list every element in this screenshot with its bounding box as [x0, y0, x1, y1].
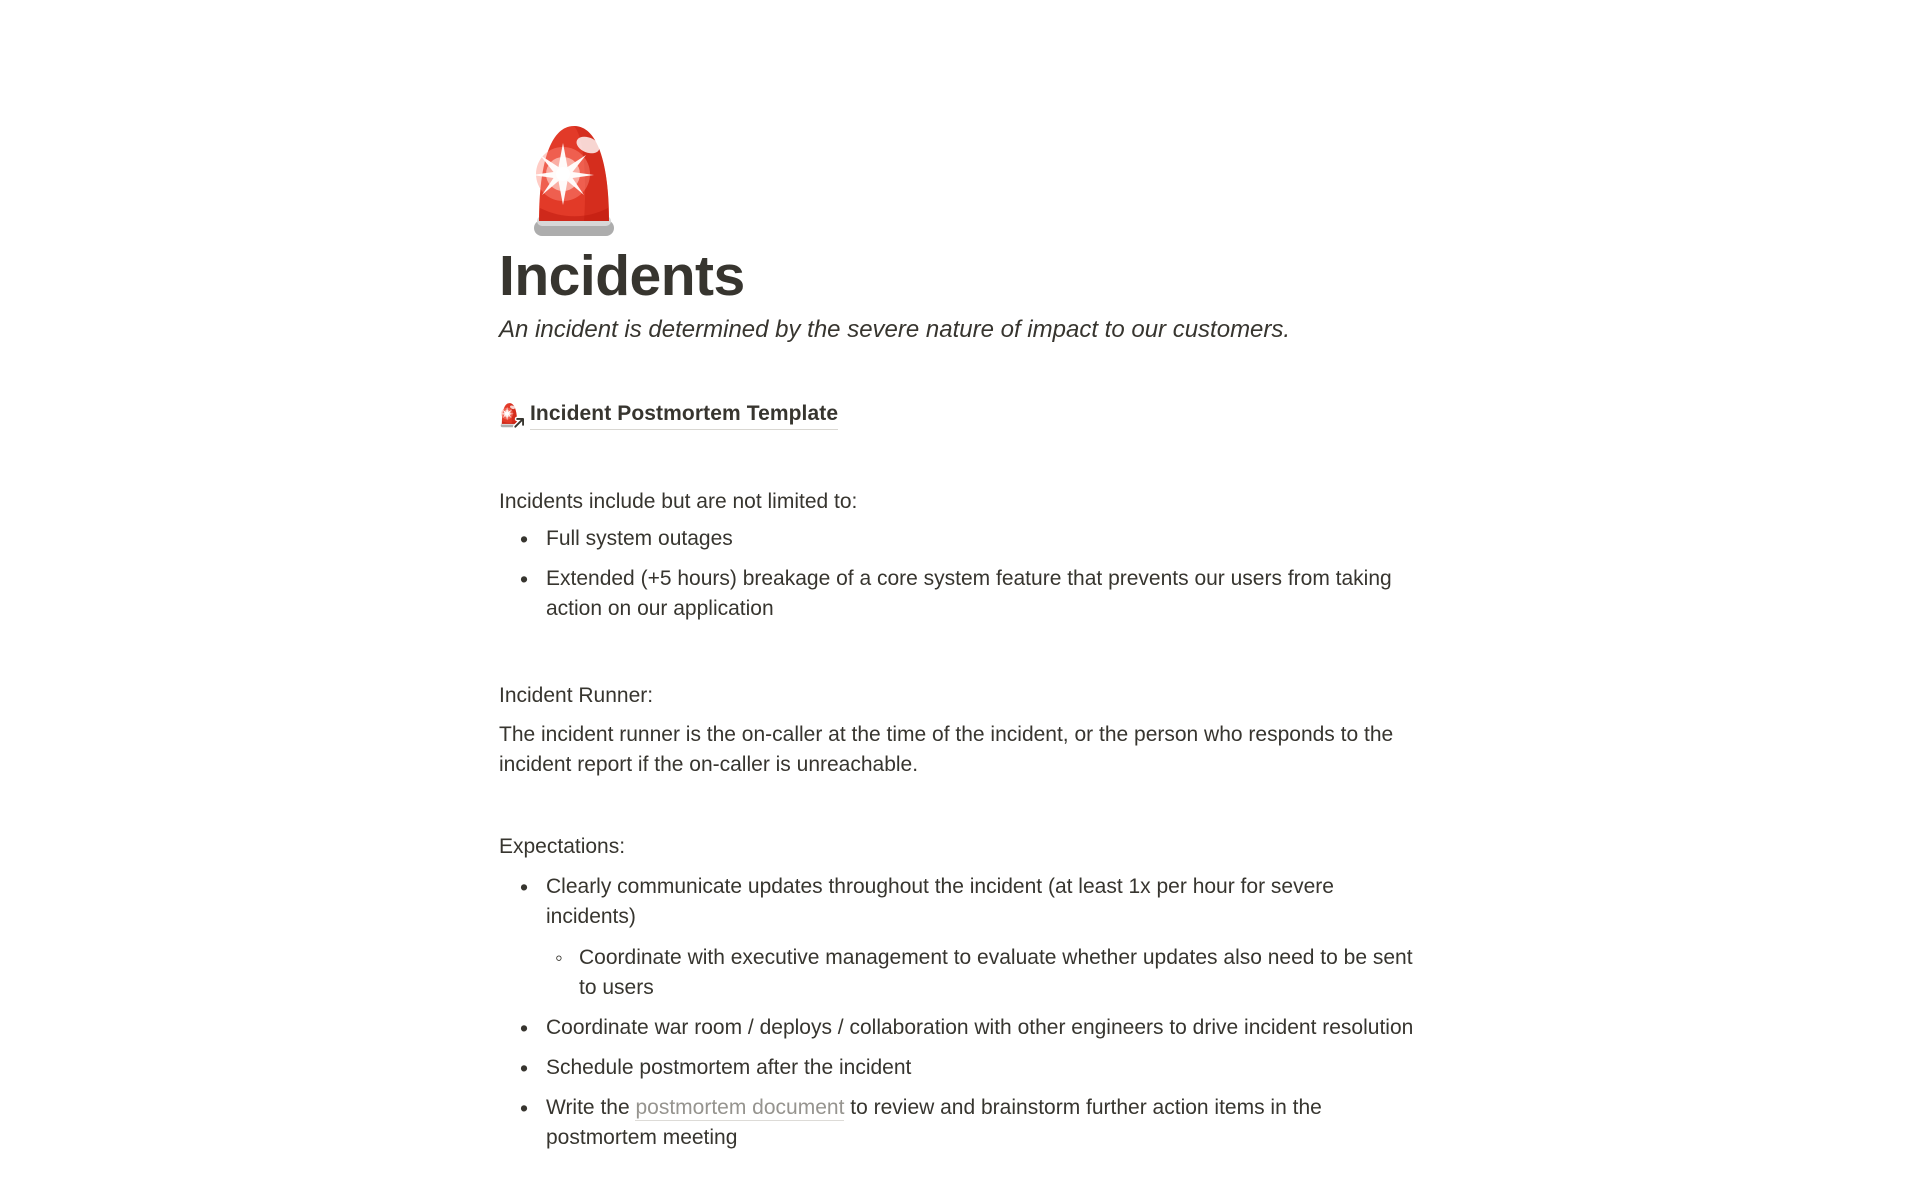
- list-item: • Extended (+5 hours) breakage of a core system feature that prevents our users from taking action on our application: [499, 564, 1421, 624]
- template-link-row: [499, 399, 1421, 430]
- rotating-light-siren-icon[interactable]: [526, 117, 622, 239]
- nested-list: [546, 943, 1421, 1003]
- intro-lead: Incidents include but are not limited to:: [499, 490, 858, 513]
- incident-runner-body: The incident runner is the on-caller at the time of the incident, or the person who responds to the incident report if the on-caller is unreachable.: [499, 723, 1394, 776]
- template-link-label: Incident Postmortem Template: [530, 399, 838, 430]
- list-item: • Write the postmortem document to review and brainstorm further action items in the postmortem meeting: [499, 1093, 1421, 1153]
- incident-postmortem-template-link[interactable]: [499, 399, 838, 430]
- linked-page-icon: [499, 401, 521, 428]
- nested-list-item: ◦ Coordinate with executive management to evaluate whether updates also need to be sent to users: [546, 943, 1421, 1003]
- expectations-heading: Expectations:: [499, 835, 626, 858]
- page-subtitle: An incident is determined by the severe nature of impact to our customers.: [499, 316, 1291, 343]
- list-item: • Schedule postmortem after the incident: [499, 1053, 1421, 1083]
- incident-types-list: [499, 524, 1421, 624]
- page-title: Incidents: [499, 244, 745, 308]
- list-item: • Clearly communicate updates throughout the incident (at least 1x per hour for severe incidents) ◦ Coordinate with executive management to evaluate whether updates also need to be sent to users: [499, 872, 1421, 1003]
- expectations-list: [499, 872, 1421, 1153]
- postmortem-document-link[interactable]: postmortem document: [635, 1096, 845, 1119]
- list-item: • Coordinate war room / deploys / collaboration with other engineers to drive incident resolution: [499, 1013, 1421, 1043]
- arrow-up-right-icon: [512, 415, 527, 430]
- incident-runner-heading: Incident Runner:: [499, 684, 654, 707]
- list-item: • Full system outages: [499, 524, 1421, 554]
- document-page: [499, 0, 1421, 1153]
